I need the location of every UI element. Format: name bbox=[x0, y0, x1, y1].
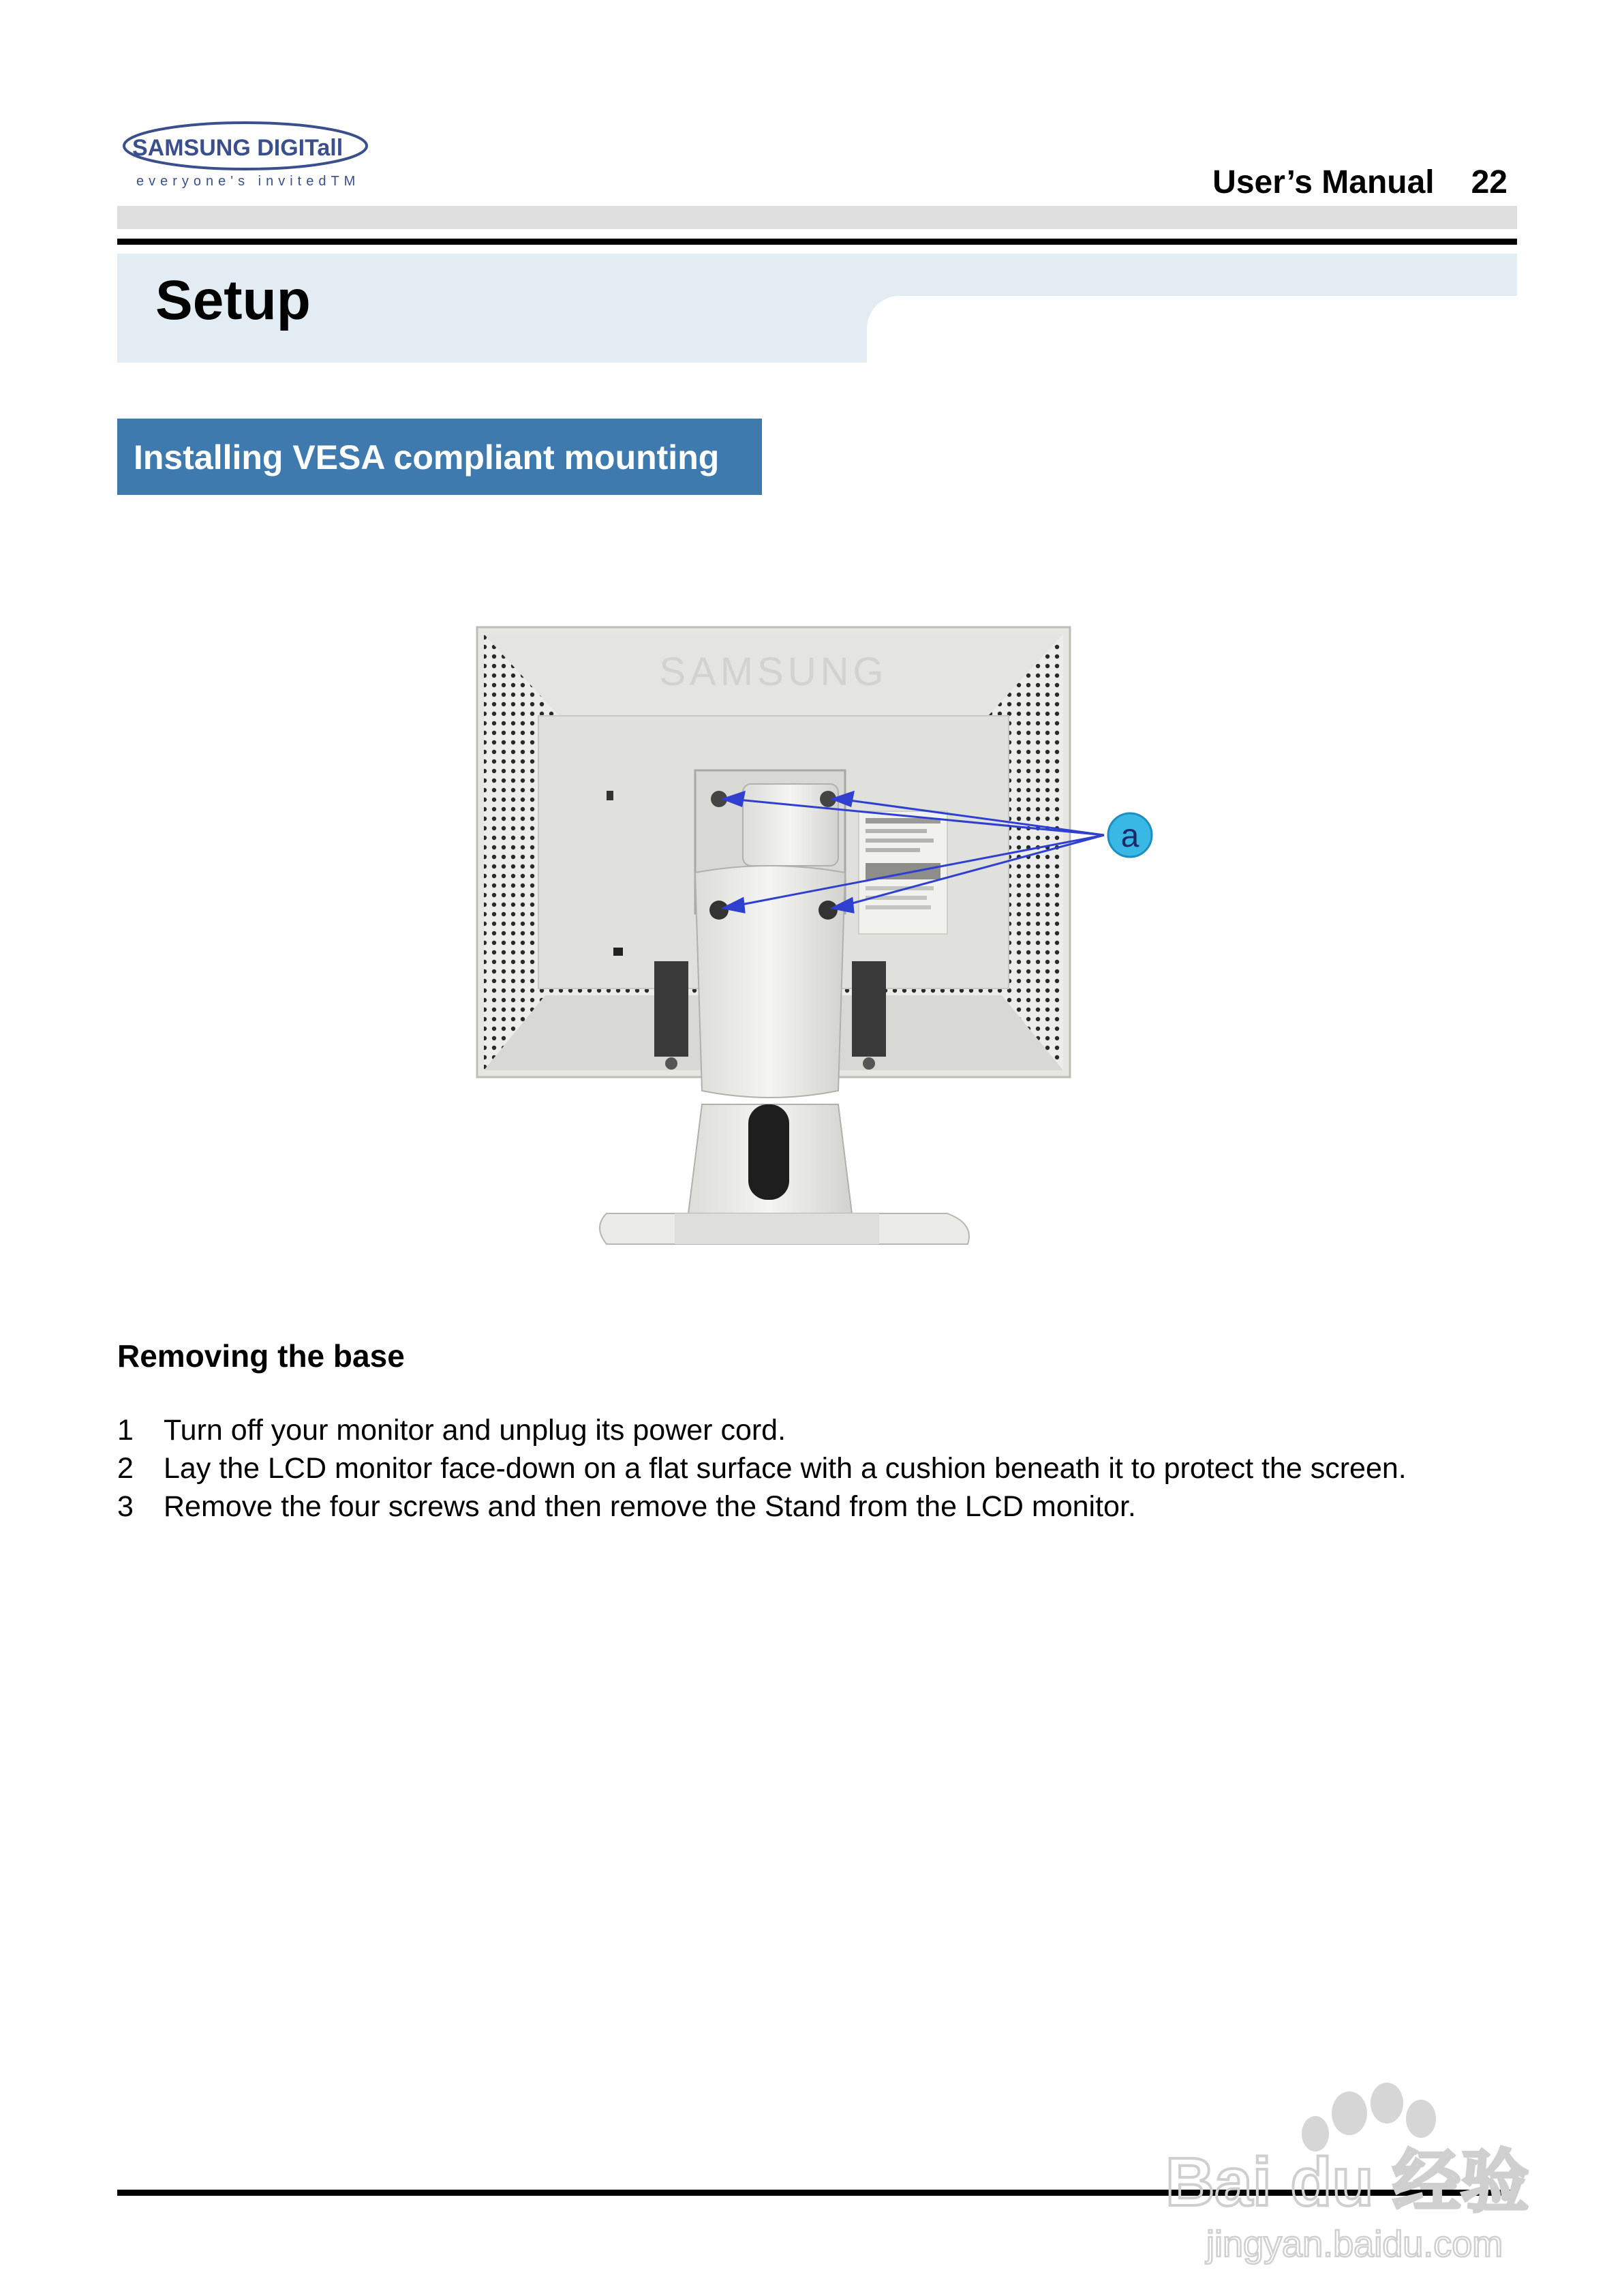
manual-label: User’s Manual bbox=[1212, 164, 1435, 200]
step-text: Turn off your monitor and unplug its power cord. bbox=[164, 1414, 786, 1447]
baidu-watermark bbox=[1152, 2066, 1533, 2270]
step-number: 1 bbox=[117, 1414, 134, 1447]
step-item bbox=[117, 1452, 1407, 1485]
monitor-rear-illustration bbox=[470, 614, 1193, 1254]
left-connector bbox=[654, 961, 688, 1057]
right-connector bbox=[852, 961, 886, 1057]
left-screw-cap bbox=[665, 1057, 677, 1070]
page-number: 22 bbox=[1471, 164, 1508, 200]
header-divider bbox=[117, 239, 1517, 245]
header-gray-band bbox=[117, 206, 1517, 229]
paw-icon bbox=[1302, 2083, 1436, 2151]
subsection-label: Installing VESA compliant mounting bbox=[134, 438, 720, 477]
instructions-heading: Removing the base bbox=[117, 1338, 405, 1374]
step-text: Remove the four screws and then remove the Stand from the LCD monitor. bbox=[164, 1490, 1136, 1523]
watermark-url: jingyan.baidu.com bbox=[1206, 2224, 1503, 2265]
step-item bbox=[117, 1490, 1136, 1524]
step-number: 2 bbox=[117, 1452, 134, 1485]
step-text: Lay the LCD monitor face-down on a flat surface with a cushion beneath it to protect the screen. bbox=[164, 1452, 1407, 1485]
step-item bbox=[117, 1414, 786, 1447]
callout-label: a bbox=[1120, 818, 1139, 854]
watermark-brand: Bai du 经验 bbox=[1165, 2144, 1529, 2220]
manual-title bbox=[1212, 164, 1508, 201]
logo-tagline-text: everyone's invitedTM bbox=[136, 174, 361, 189]
logo-brand-text: SAMSUNG DIGITall bbox=[132, 135, 343, 161]
right-screw-cap bbox=[863, 1057, 875, 1070]
svg-text:SAMSUNG: SAMSUNG bbox=[659, 650, 888, 694]
step-number: 3 bbox=[117, 1490, 134, 1523]
samsung-digitall-logo bbox=[123, 117, 368, 192]
section-banner-tab bbox=[867, 254, 1517, 296]
section-title: Setup bbox=[155, 269, 311, 331]
